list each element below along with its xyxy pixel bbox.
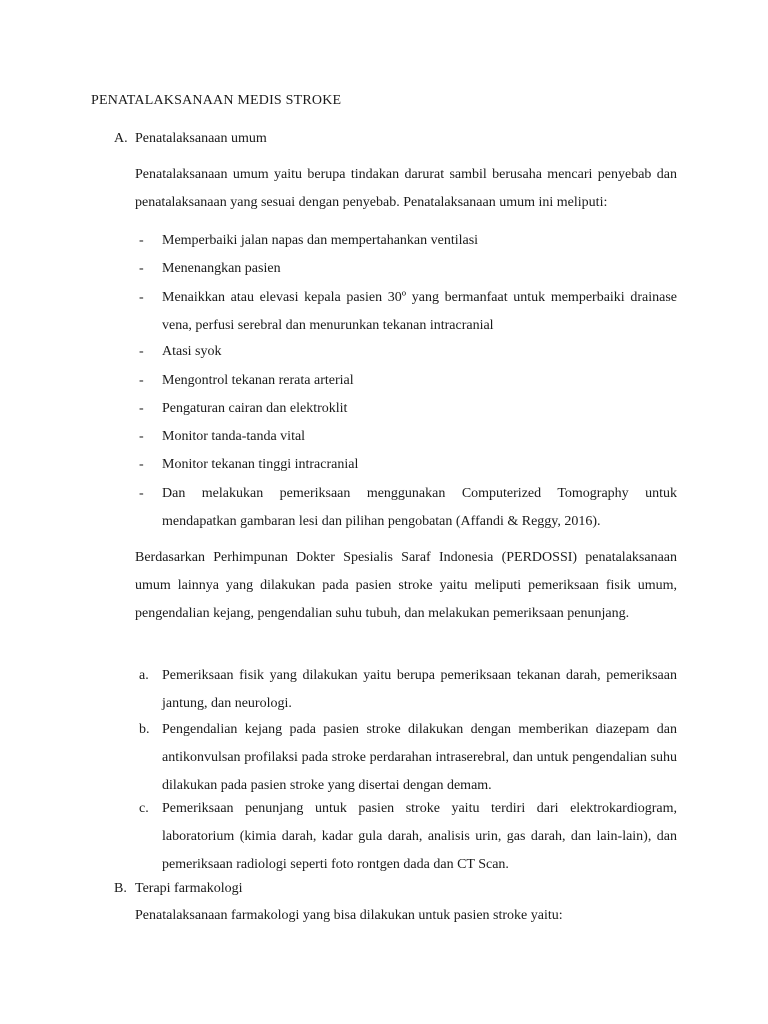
list-item-text: Pemeriksaan penunjang untuk pasien stroke yaitu terdiri dari elektrokardiogram, laboratorium (kimia darah, kadar gula darah, analisis urin, gas darah, dan lain-lain), dan pemeriksaan radiologi seperti foto rontgen dada dan CT Scan. [162, 801, 677, 872]
bullet-text: Menaikkan atau elevasi kepala pasien 30º yang bermanfaat untuk memperbaiki drainase vena, perfusi serebral dan menurunkan tekanan intracranial [162, 290, 677, 333]
bullet-text: Mengontrol tekanan rerata arterial [162, 373, 354, 388]
list-marker: c. [139, 801, 149, 816]
bullet-marker: - [139, 429, 144, 444]
bullet-marker: - [139, 344, 144, 359]
list-item-text: Pengendalian kejang pada pasien stroke dilakukan dengan memberikan diazepam dan antikonvulsan profilaksi pada stroke perdarahan intraserebral, dan untuk pengendalian suhu dilakukan pada pasien stroke yang disertai dengan demam. [162, 722, 677, 793]
list-item-text: Pemeriksaan fisik yang dilakukan yaitu berupa pemeriksaan tekanan darah, pemeriksaan jantung, dan neurologi. [162, 668, 677, 711]
bullet-marker: - [139, 486, 144, 501]
bullet-marker: - [139, 233, 144, 248]
bullet-marker: - [139, 290, 144, 305]
section-a-intro: Penatalaksanaan umum yaitu berupa tindakan darurat sambil berusaha mencari penyebab dan penatalaksanaan yang sesuai dengan penyebab. Penatalaksanaan umum ini meliputi: [135, 167, 677, 210]
bullet-marker: - [139, 401, 144, 416]
list-marker: a. [139, 668, 149, 683]
bullet-text: Atasi syok [162, 344, 222, 359]
bullet-text: Memperbaiki jalan napas dan mempertahankan ventilasi [162, 233, 479, 248]
section-a-heading [114, 131, 267, 147]
section-a-label: A. [114, 131, 128, 146]
section-a-title: Penatalaksanaan umum [135, 131, 267, 146]
section-b-label: B. [114, 881, 127, 896]
list-marker: b. [139, 722, 150, 737]
bullet-text: Monitor tekanan tinggi intracranial [162, 457, 359, 472]
bullet-text: Pengaturan cairan dan elektroklit [162, 401, 348, 416]
section-b-title: Terapi farmakologi [135, 881, 243, 896]
document-title: PENATALAKSANAAN MEDIS STROKE [91, 93, 342, 108]
section-b-intro: Penatalaksanaan farmakologi yang bisa dilakukan untuk pasien stroke yaitu: [135, 908, 563, 923]
bullet-marker: - [139, 457, 144, 472]
section-b-heading [114, 881, 242, 897]
bullet-marker: - [139, 373, 144, 388]
bullet-text: Dan melakukan pemeriksaan menggunakan Computerized Tomography untuk mendapatkan gambaran lesi dan pilihan pengobatan (Affandi & Reggy, 2016). [162, 486, 677, 529]
bullet-text: Menenangkan pasien [162, 261, 281, 276]
bullet-marker: - [139, 261, 144, 276]
section-a-paragraph-2: Berdasarkan Perhimpunan Dokter Spesialis Saraf Indonesia (PERDOSSI) penatalaksanaan umum lainnya yang dilakukan pada pasien stroke yaitu meliputi pemeriksaan fisik umum, pengendalian kejang, pengendalian suhu tubuh, dan melakukan pemeriksaan penunjang. [135, 550, 677, 621]
bullet-text: Monitor tanda-tanda vital [162, 429, 306, 444]
